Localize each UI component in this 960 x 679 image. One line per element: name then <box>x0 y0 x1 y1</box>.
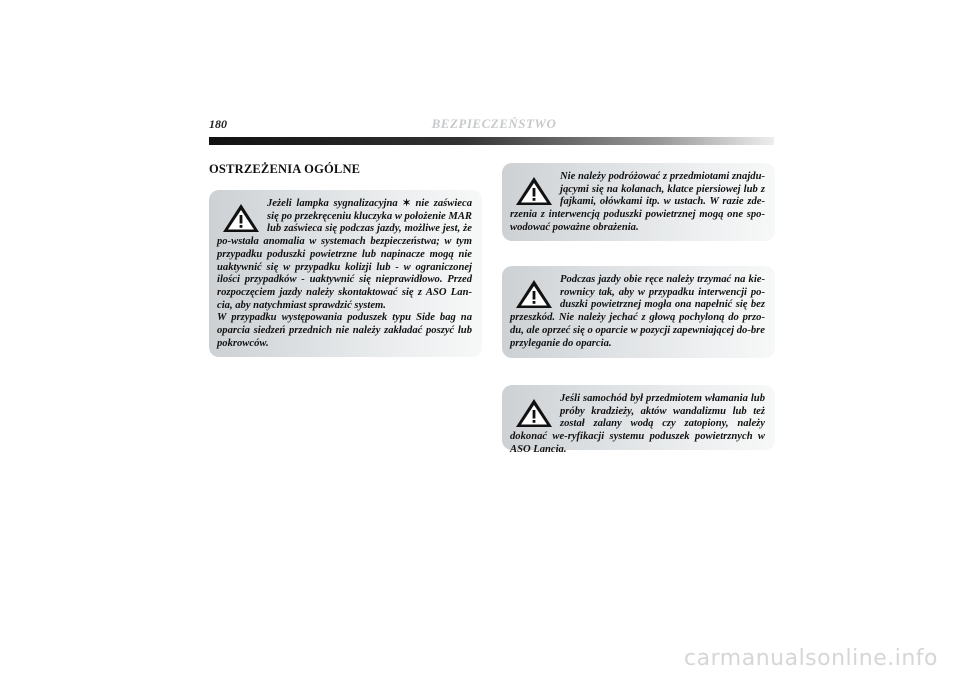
airbag-warning-lamp-icon: ✶ <box>402 198 411 209</box>
section-title: OSTRZEŻENIA OGÓLNE <box>209 162 361 176</box>
warning-text: Jeśli samochód był przedmiotem włamania lub próby kradzieży, aktów wandalizmu lub też został zalany wodą czy zatopiony, należy dokonać we-ryfikacji systemu poduszek powietrznych w ASO Lancia. <box>510 393 765 455</box>
warning-box-hands-on-wheel <box>502 266 775 358</box>
warning-text-part: nie zaświeca się po przekręceniu kluczyka w położenie MAR lub zaświeca się podczas jazdy, możliwe jest, że po-wstała anomalia w systemach bezpieczeństwa; w tym przypadku poduszki powietrzne lub napinacze mogą nie uaktywnić się w przypadku kolizji lub - w ograniczonej ilości przypadków - uaktywnić się nieprawidłowo. Przed rozpoczęciem jazdy należy skontaktować się z ASO Lan-cia, aby natychmiast sprawdzić system. <box>217 198 472 311</box>
chapter-heading: BEZPIECZEŃSTWO <box>431 116 557 131</box>
warning-triangle-icon <box>514 175 554 207</box>
watermark: carmanualsonline.info <box>684 646 938 671</box>
header-rule <box>209 137 774 145</box>
warning-text-part: Jeżeli lampka sygnalizacyjna <box>267 198 403 209</box>
warning-box-airbag-lamp <box>209 190 482 357</box>
warning-box-objects <box>502 163 775 241</box>
warning-triangle-icon <box>514 397 554 429</box>
warning-text-part: W przypadku występowania poduszek typu Side bag na oparcia siedzeń przednich nie należy zakładać poszyć lub pokrowców. <box>217 312 472 349</box>
warning-triangle-icon <box>514 278 554 310</box>
warning-box-theft-flood <box>502 385 775 455</box>
page-number: 180 <box>209 117 227 131</box>
warning-triangle-icon <box>221 202 261 234</box>
warning-text: Podczas jazdy obie ręce należy trzymać na kie-rownicy tak, aby w przypadku interwencji po-duszki powietrznej mogła ona napełnić się bez przeszkód. Nie należy jechać z głową pochyloną do przo-du, ale oprzeć się o oparcie w pozycji zapewniającej do-bre przyleganie do oparcia. <box>510 274 765 349</box>
warning-text: Nie należy podróżować z przedmiotami znajdu-jącymi się na kolanach, klatce piersiowej lub z fajkami, ołówkami itp. w ustach. W razie zde-rzenia z interwencją poduszki powietrznej mogą one spo-wodować poważne obrażenia. <box>510 171 765 233</box>
